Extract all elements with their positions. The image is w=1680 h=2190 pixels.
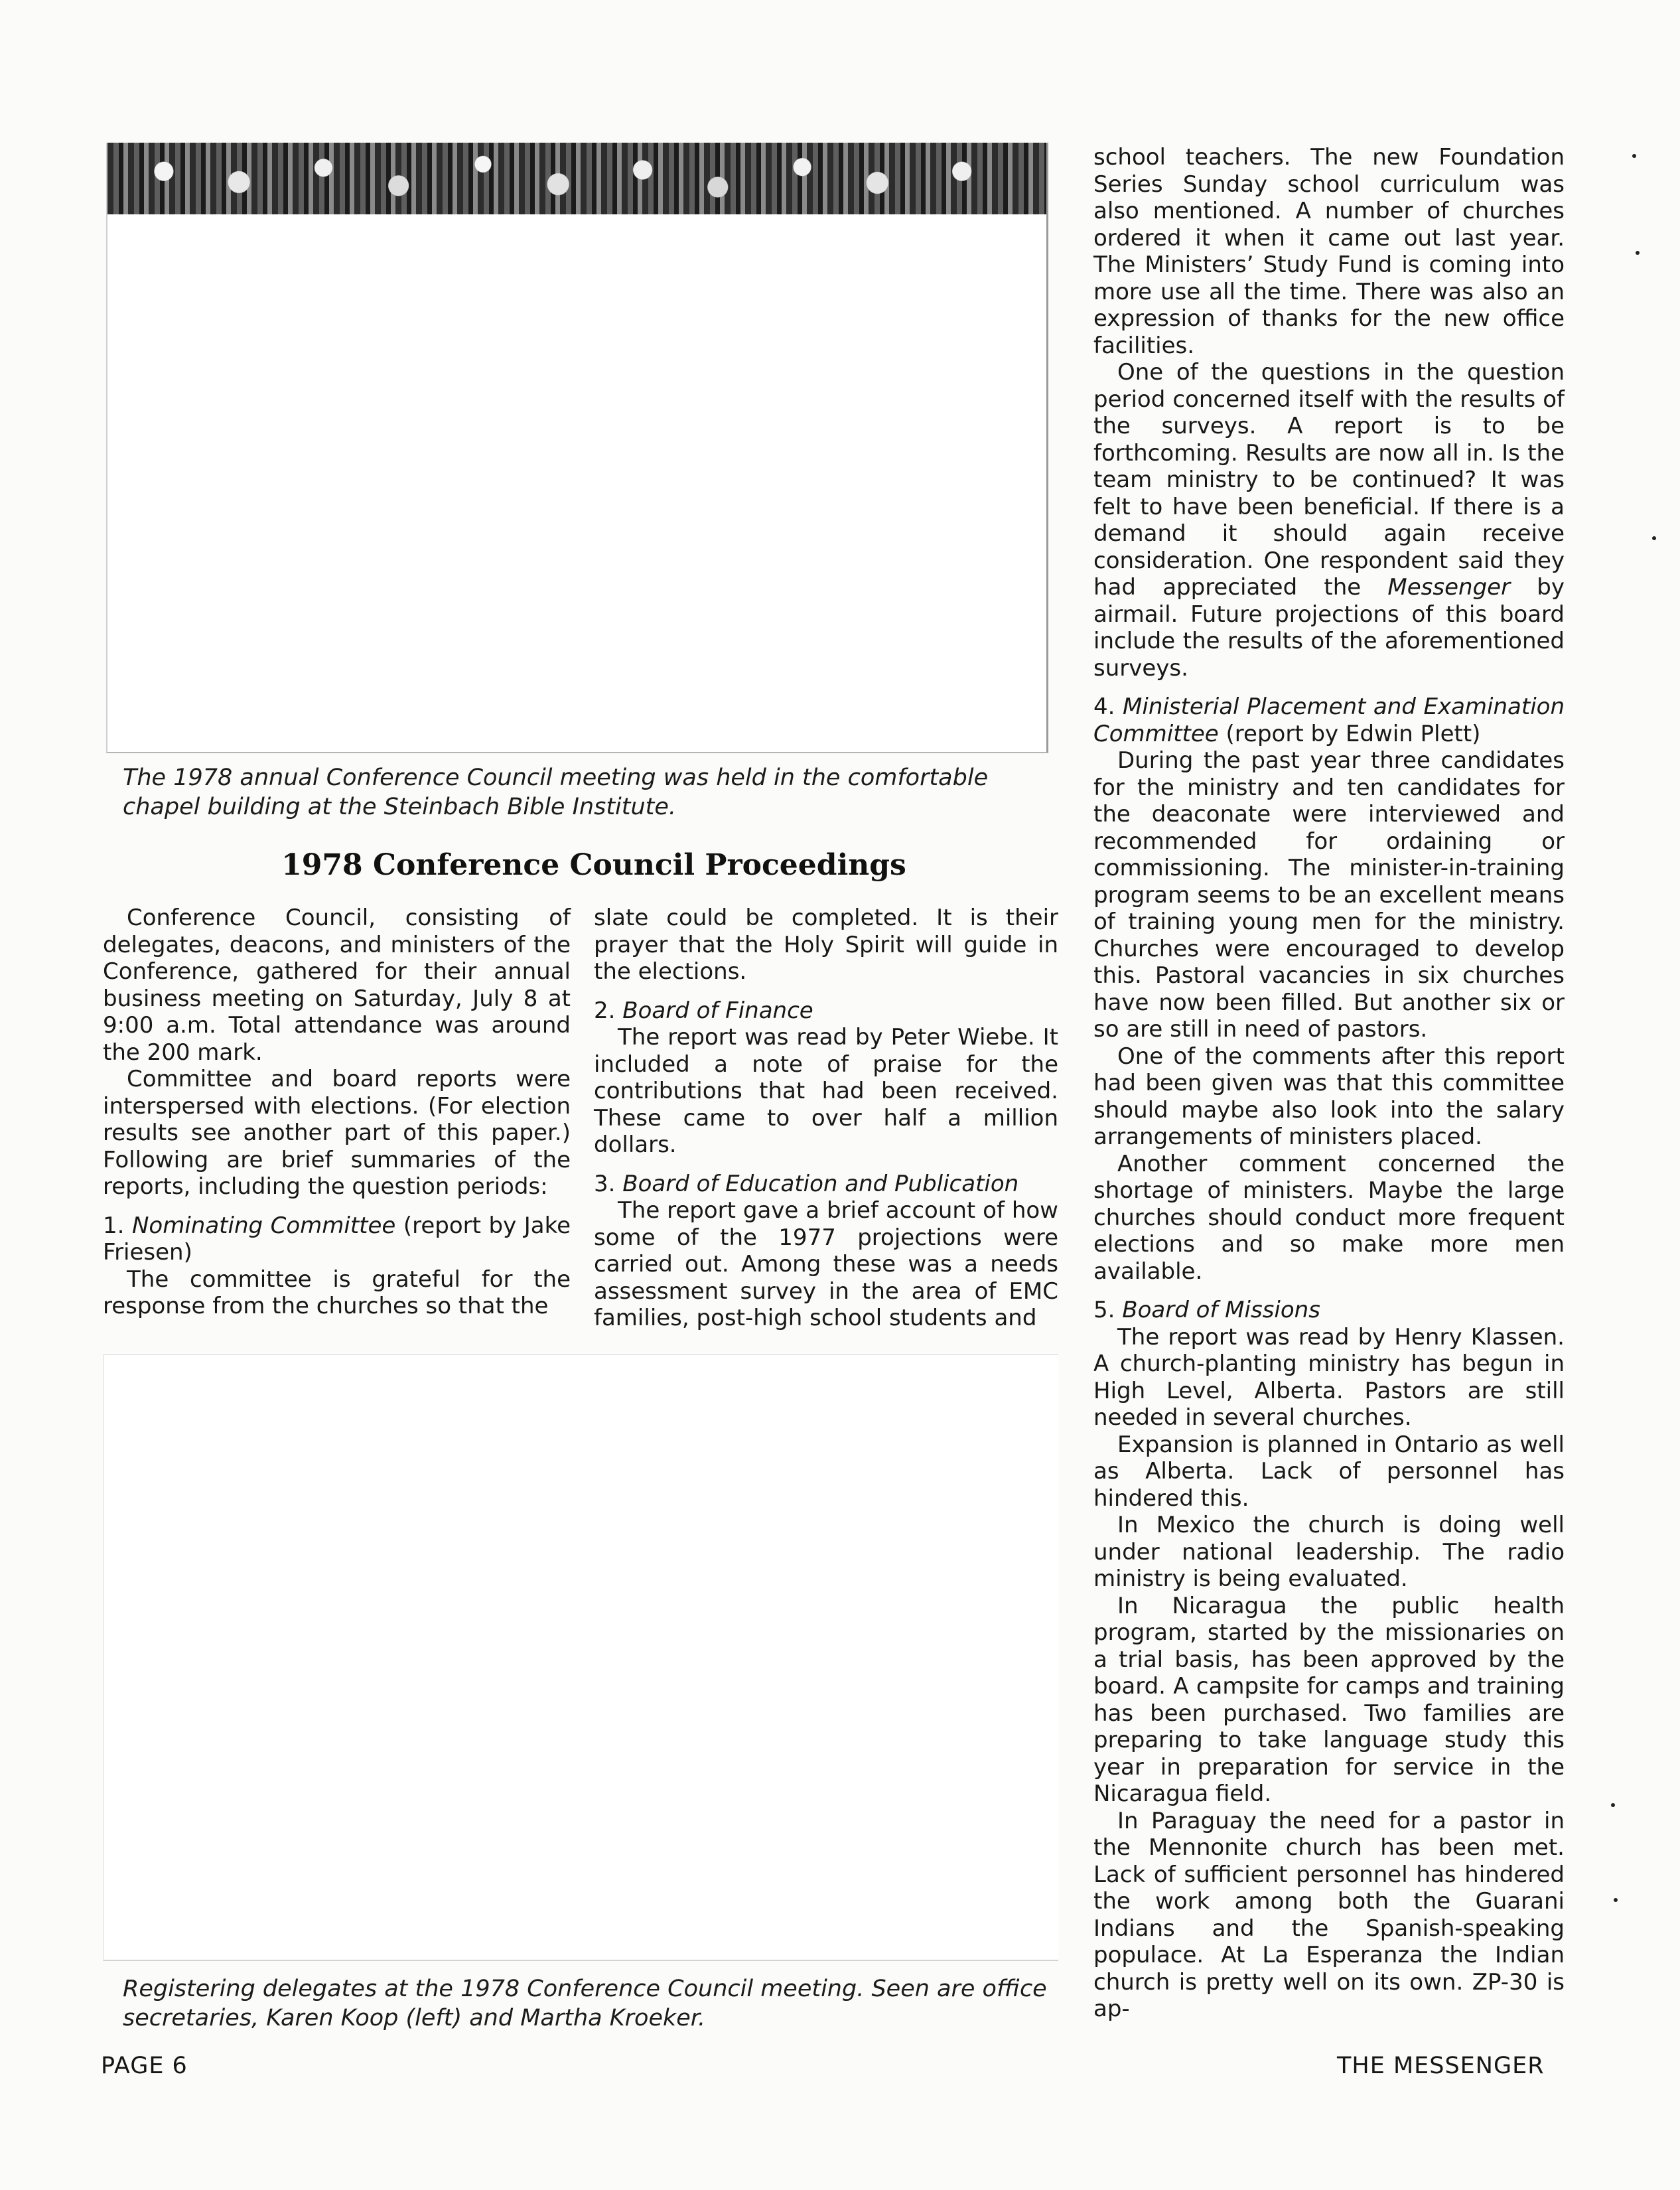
section-heading	[594, 997, 1058, 1025]
scan-speck	[1632, 154, 1636, 158]
paragraph: slate could be completed. It is their prayer that the Holy Spirit will guide in the elections.	[594, 905, 1058, 985]
paragraph: One of the comments after this report had been given was that this committee should maybe also look into the salary arrangements of ministers placed.	[1093, 1043, 1565, 1150]
photo-crowd-strip	[107, 143, 1046, 214]
paragraph: Another comment concerned the shortage of ministers. Maybe the large churches should conduct more frequent elections and so make more men available.	[1093, 1150, 1565, 1285]
paragraph: In Mexico the church is doing well under national leadership. The radio ministry is being evaluated.	[1093, 1512, 1565, 1592]
section-number: 4.	[1093, 694, 1115, 720]
paragraph: The report was read by Henry Klassen. A church-planting ministry has begun in High Level, Alberta. Pastors are still needed in several churches.	[1093, 1323, 1565, 1431]
photo-caption-top: The 1978 annual Conference Council meeting was held in the comfortable chapel building at the Steinbach Bible Institute.	[123, 765, 989, 820]
section-reporter: (report by Jake Friesen)	[103, 1212, 571, 1266]
conference-photo	[106, 143, 1048, 753]
paragraph: Committee and board reports were interspersed with elections. (For election results see another part of this paper.) Following are brief summaries of the reports, including the question periods:	[103, 1066, 571, 1200]
registration-photo	[103, 1354, 1058, 1961]
article-column-3	[1093, 144, 1565, 2023]
photo-caption-bottom: Registering delegates at the 1978 Conference Council meeting. Seen are office secretaries, Karen Koop (left) and Martha Kroeker.	[123, 1976, 1047, 2031]
section-reporter: (report by Edwin Plett)	[1225, 720, 1481, 747]
section-title: Board of Finance	[622, 997, 813, 1024]
section-number: 2.	[594, 997, 616, 1024]
paragraph: school teachers. The new Foundation Series Sunday school curriculum was also mentioned. A number of churches ordered it when it came out last year. The Ministers’ Study Fund is coming into more use all the time. There was also an expression of thanks for the new office facilities.	[1093, 144, 1565, 359]
section-number: 5.	[1093, 1297, 1115, 1323]
paragraph: Conference Council, consisting of delegates, deacons, and ministers of the Conference, gathered for their annual business meeting on Saturday, July 8 at 9:00 a.m. Total attendance was around the 200 mark.	[103, 905, 571, 1066]
paragraph: The report gave a brief account of how some of the 1977 projections were carried out. Among these was a needs assessment survey in the area of EMC families, post-high school students and	[594, 1197, 1058, 1331]
section-heading	[1093, 694, 1565, 747]
publication-title: THE MESSENGER	[1337, 2053, 1545, 2079]
page-number: PAGE 6	[101, 2053, 188, 2079]
scan-speck	[1652, 536, 1656, 540]
section-number: 3.	[594, 1170, 616, 1197]
scan-speck	[1636, 251, 1640, 255]
section-number: 1.	[103, 1212, 125, 1239]
scan-speck	[1611, 1803, 1615, 1807]
paragraph: In Nicaragua the public health program, started by the missionaries on a trial basis, has been approved by the board. A campsite for camps and training has been purchased. Two families are preparing to take language study this year in preparation for service in the Nicaragua field.	[1093, 1592, 1565, 1807]
scan-speck	[1614, 1898, 1618, 1902]
paragraph: During the past year three candidates for the ministry and ten candidates for the deaconate were interviewed and recommended for ordaining or commissioning. The minister-in-training program seems to be an excellent means of training young men for the ministry. Churches were encouraged to develop this. Pastoral vacancies in six churches have now been filled. But another six or so are still in need of pastors.	[1093, 747, 1565, 1043]
article-column-2	[594, 905, 1058, 1332]
section-title: Ministerial Placement and Examination Committee	[1093, 694, 1565, 747]
section-heading	[1093, 1297, 1565, 1324]
paragraph: The report was read by Peter Wiebe. It included a note of praise for the contributions that had been received. These came to over half a million dollars.	[594, 1024, 1058, 1158]
section-title: Nominating Committee	[131, 1212, 396, 1239]
paragraph: In Paraguay the need for a pastor in the Mennonite church has been met. Lack of sufficient personnel has hindered the work among both the Guarani Indians and the Spanish-speaking populace. At La Esperanza the Indian church is pretty well on its own. ZP-30 is ap-	[1093, 1807, 1565, 2022]
paragraph: The committee is grateful for the response from the churches so that the	[103, 1266, 571, 1319]
publication-name: Messenger	[1387, 574, 1511, 601]
section-heading	[594, 1171, 1058, 1198]
section-heading	[103, 1212, 571, 1266]
paragraph: Expansion is planned in Ontario as well as Alberta. Lack of personnel has hindered this.	[1093, 1431, 1565, 1512]
section-title: Board of Missions	[1122, 1297, 1320, 1323]
article-title: 1978 Conference Council Proceedings	[281, 848, 906, 882]
article-column-1	[103, 905, 571, 1320]
paragraph: One of the questions in the question period concerned itself with the results of the surveys. A report is to be forthcoming. Results are now all in. Is the team ministry to be continued? It was felt to have been beneficial. If there is a demand it should again receive consideration. One respondent said they had appreciated the Messenger by airmail. Future projections of this board include the results of the aforementioned surveys.	[1093, 359, 1565, 682]
section-title: Board of Education and Publication	[622, 1170, 1019, 1197]
